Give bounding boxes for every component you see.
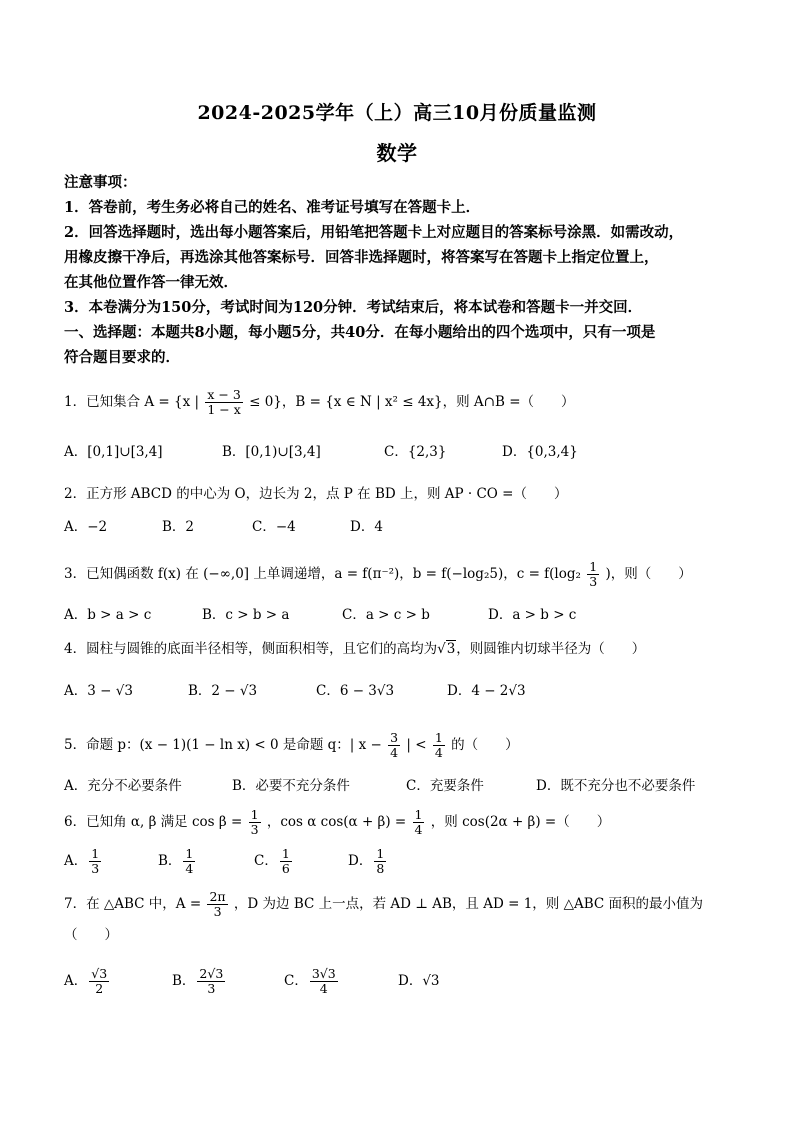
question-2: 2．正方形 ABCD 的中心为 O，边长为 2，点 P 在 BD 上，则 AP · CO =（ ） [64,486,568,502]
q6-frac1-num: 1 [250,807,259,822]
q3-stem-start: 3．已知偶函数 f(x) 在 (−∞,0] 上单调递增，a = f(π⁻²)，b = f(−log₂5)，c = f(log₂ [64,566,581,582]
q6-b-label: B． [158,853,182,869]
q7-b-num: 2√3 [199,966,224,981]
q6-d-den: 8 [376,861,385,876]
q5-stem-mid: | < [406,737,427,753]
notes-heading: 注意事项： [64,174,137,191]
q4-option-c: C．6 − 3√3 [316,683,395,699]
q7-a-fraction [89,967,109,996]
q1-option-c: C．{2,3} [384,444,447,460]
q3-fraction [587,560,599,589]
exam-title: 2024-2025学年（上）高三10月份质量监测 [197,102,597,124]
q7-option-d: D．√3 [398,973,440,989]
q6-fraction-2 [413,808,425,837]
q6-c-num: 1 [281,846,290,861]
q1-stem-end: ≤ 0}，B = {x ∈ N | x² ≤ 4x}，则 A∩B =（ ） [249,394,575,410]
q6-c-label: C． [254,853,278,869]
q6-b-num: 1 [185,846,194,861]
q6-c-fraction [280,847,292,876]
q7-answer-paren: （ ） [64,927,118,943]
q4-option-b: B．2 − √3 [188,683,258,699]
q7-frac-den: 3 [213,904,222,919]
q5-fraction-1 [388,731,400,760]
q7-frac-num: 2π [209,889,226,904]
q7-c-den: 4 [319,981,328,996]
q6-b-den: 4 [185,861,194,876]
q3-option-a: A．b > a > c [64,607,152,623]
q5-fraction-2 [433,731,445,760]
q2-option-a: A．−2 [64,519,108,535]
q7-stem-start: 7．在 △ABC 中，A = [64,896,202,912]
q6-stem-mid: ，cos α cos(α + β) = [266,814,407,830]
q6-option-b [158,847,197,876]
q6-option-a [64,847,103,876]
q5-option-a: A．充分不必要条件 [64,778,182,794]
q6-d-label: D． [348,853,373,869]
q7-option-c [284,967,340,996]
q6-c-den: 6 [281,861,290,876]
q7-a-den: 2 [95,981,104,996]
q2-option-d: D．4 [350,519,383,535]
q6-b-fraction [183,847,195,876]
section-heading-line-2: 符合题目要求的． [64,349,180,366]
question-7 [64,890,703,919]
q3-option-b: B．c > b > a [202,607,290,623]
question-6 [64,808,610,837]
q5-stem-end: 的（ ） [451,737,519,753]
q6-a-num: 1 [91,846,100,861]
q1-option-b: B．[0,1)∪[3,4] [222,444,321,460]
q5-frac1-den: 4 [390,745,399,760]
q7-a-label: A． [64,973,88,989]
q7-b-fraction [197,967,225,996]
q4-stem-end: ，则圆锥内切球半径为（ ） [456,641,646,657]
question-4 [64,638,645,660]
q1-option-d: D．{0,3,4} [502,444,578,460]
q1-fraction [205,388,242,417]
q3-option-c: C．a > c > b [342,607,430,623]
q6-stem-start: 6．已知角 α, β 满足 cos β = [64,814,243,830]
q4-radicand: 3 [446,641,456,657]
q4-stem-start: 4．圆柱与圆锥的底面半径相等，侧面积相等，且它们的高均为 [64,641,438,657]
q7-stem-end: ，D 为边 BC 上一点，若 AD ⊥ AB，且 AD = 1，则 △ABC 面积的最小值为 [233,896,703,912]
q5-frac2-den: 4 [434,745,443,760]
q6-option-d [348,847,388,876]
q6-fraction-1 [249,808,261,837]
q6-a-den: 3 [91,861,100,876]
sqrt-icon: √ [437,641,446,657]
q3-stem-end: )，则（ ） [605,566,692,582]
q6-d-num: 1 [376,846,385,861]
question-3 [64,560,692,589]
q7-c-label: C． [284,973,308,989]
question-1 [64,388,575,417]
q6-frac2-den: 4 [414,822,423,837]
q7-b-den: 3 [207,981,216,996]
note-1: 1．答卷前，考生务必将自己的姓名、准考证号填写在答题卡上． [64,199,481,216]
q7-c-num: 3√3 [311,966,336,981]
q7-a-num: √3 [91,966,108,981]
q5-stem-start: 5．命题 p：(x − 1)(1 − ln x) < 0 是命题 q：| x − [64,737,382,753]
q1-frac-num: x − 3 [207,387,241,402]
q6-d-fraction [374,847,386,876]
q7-b-label: B． [172,973,196,989]
note-2-line-2: 用橡皮擦干净后，再选涂其他答案标号．回答非选择题时，将答案写在答题卡上指定位置上， [64,249,659,266]
q5-frac2-num: 1 [434,730,443,745]
q6-stem-end: ，则 cos(2α + β) =（ ） [430,814,611,830]
note-2-line-3: 在其他位置作答一律无效． [64,274,238,291]
note-2-line-1: 2．回答选择题时，选出每小题答案后，用铅笔把答题卡上对应题目的答案标号涂黑．如需改动， [64,224,684,241]
q6-frac2-num: 1 [414,807,423,822]
subject-title: 数学 [376,141,418,165]
q5-option-d: D．既不充分也不必要条件 [536,778,696,794]
q2-option-c: C．−4 [252,519,296,535]
q6-a-fraction [89,847,101,876]
q5-frac1-num: 3 [390,730,399,745]
q1-stem-start: 1．已知集合 A = {x | [64,394,200,410]
q1-frac-den: 1 − x [207,402,241,417]
q3-option-d: D．a > b > c [488,607,577,623]
q5-option-b: B．必要不充分条件 [232,778,350,794]
q5-option-c: C．充要条件 [406,778,484,794]
q2-option-b: B．2 [162,519,195,535]
q6-option-c [254,847,294,876]
q4-option-a: A．3 − √3 [64,683,133,699]
q4-option-d: D．4 − 2√3 [447,683,526,699]
note-3: 3．本卷满分为150分，考试时间为120分钟．考试结束后，将本试卷和答题卡一并交回． [64,299,643,316]
q6-frac1-den: 3 [250,822,259,837]
q7-option-a [64,967,111,996]
section-heading-line-1: 一、选择题：本题共8小题，每小题5分，共40分．在每小题给出的四个选项中，只有一项是 [64,324,656,341]
q7-option-b [172,967,227,996]
q6-a-label: A． [64,853,88,869]
q7-fraction [207,890,227,919]
q3-frac-num: 1 [589,559,598,574]
q1-option-a: A．[0,1]∪[3,4] [64,444,163,460]
question-5 [64,731,519,760]
q7-c-fraction [310,967,338,996]
q3-frac-den: 3 [589,574,598,589]
